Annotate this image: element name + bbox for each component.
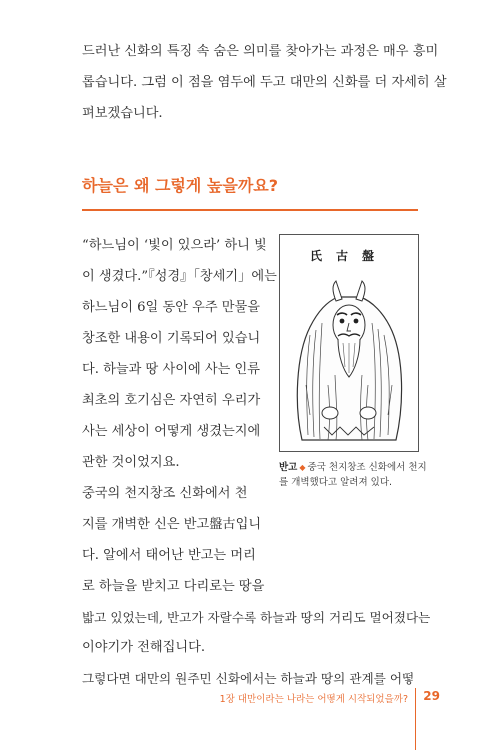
footer-divider <box>415 688 416 750</box>
body-line: 이 생겼다.”『성경』「창세기」에는 <box>82 269 277 284</box>
heading-underline <box>82 209 418 211</box>
body-line: 이야기가 전해집니다. <box>82 640 206 655</box>
body-line: 다. 알에서 태어난 반고는 머리 <box>82 548 256 563</box>
body-line: 하느님이 6일 동안 우주 만물을 <box>82 300 261 315</box>
page-number: 29 <box>423 689 440 703</box>
body-line: 사는 세상이 어떻게 생겼는지에 <box>82 424 261 439</box>
body-line: 최초의 호기심은 자연히 우리가 <box>82 393 261 408</box>
body-line: 관한 것이었지요. <box>82 455 180 470</box>
body-line: 밟고 있었는데, 반고가 자랄수록 하늘과 땅의 거리도 멀어졌다는 <box>82 610 431 625</box>
caption-marker: ◆ <box>299 463 306 472</box>
section-heading: 하늘은 왜 그렇게 높을까요? <box>82 176 279 195</box>
body-line: 중국의 천지창조 신화에서 천 <box>82 486 248 501</box>
body-line: “하느님이 ‘빛이 있으라’ 하니 빛 <box>82 238 267 253</box>
intro-line-2: 롭습니다. 그럼 이 점을 염두에 두고 대만의 신화를 더 자세히 살 <box>82 75 447 90</box>
chapter-title: 1장 대만이라는 나라는 어떻게 시작되었을까? <box>219 694 408 705</box>
caption-label: 반고 <box>279 462 298 473</box>
page-footer <box>200 688 440 708</box>
pangu-illustration <box>280 235 418 451</box>
figure-caption <box>279 460 429 490</box>
caption-text: 중국 천지창조 신화에서 천지를 개벽했다고 알려져 있다. <box>279 462 427 488</box>
section-heading-block <box>82 175 278 197</box>
body-line: 그렇다면 대만의 원주민 신화에서는 하늘과 땅의 관계를 어떻 <box>82 671 415 686</box>
body-line: 지를 개벽한 신은 반고盤古입니 <box>82 517 262 532</box>
body-line: 창조한 내용이 기록되어 있습니 <box>82 331 261 346</box>
body-line: 다. 하늘과 땅 사이에 사는 인류 <box>82 362 261 377</box>
pangu-figure <box>279 234 419 452</box>
figure-title: 氏古盤 <box>309 249 388 263</box>
intro-line-1: 드러난 신화의 특징 속 숨은 의미를 찾아가는 과정은 매우 흥미 <box>82 44 439 59</box>
intro-line-3: 펴보겠습니다. <box>82 106 163 121</box>
body-line: 로 하늘을 받치고 다리로는 땅을 <box>82 579 265 594</box>
